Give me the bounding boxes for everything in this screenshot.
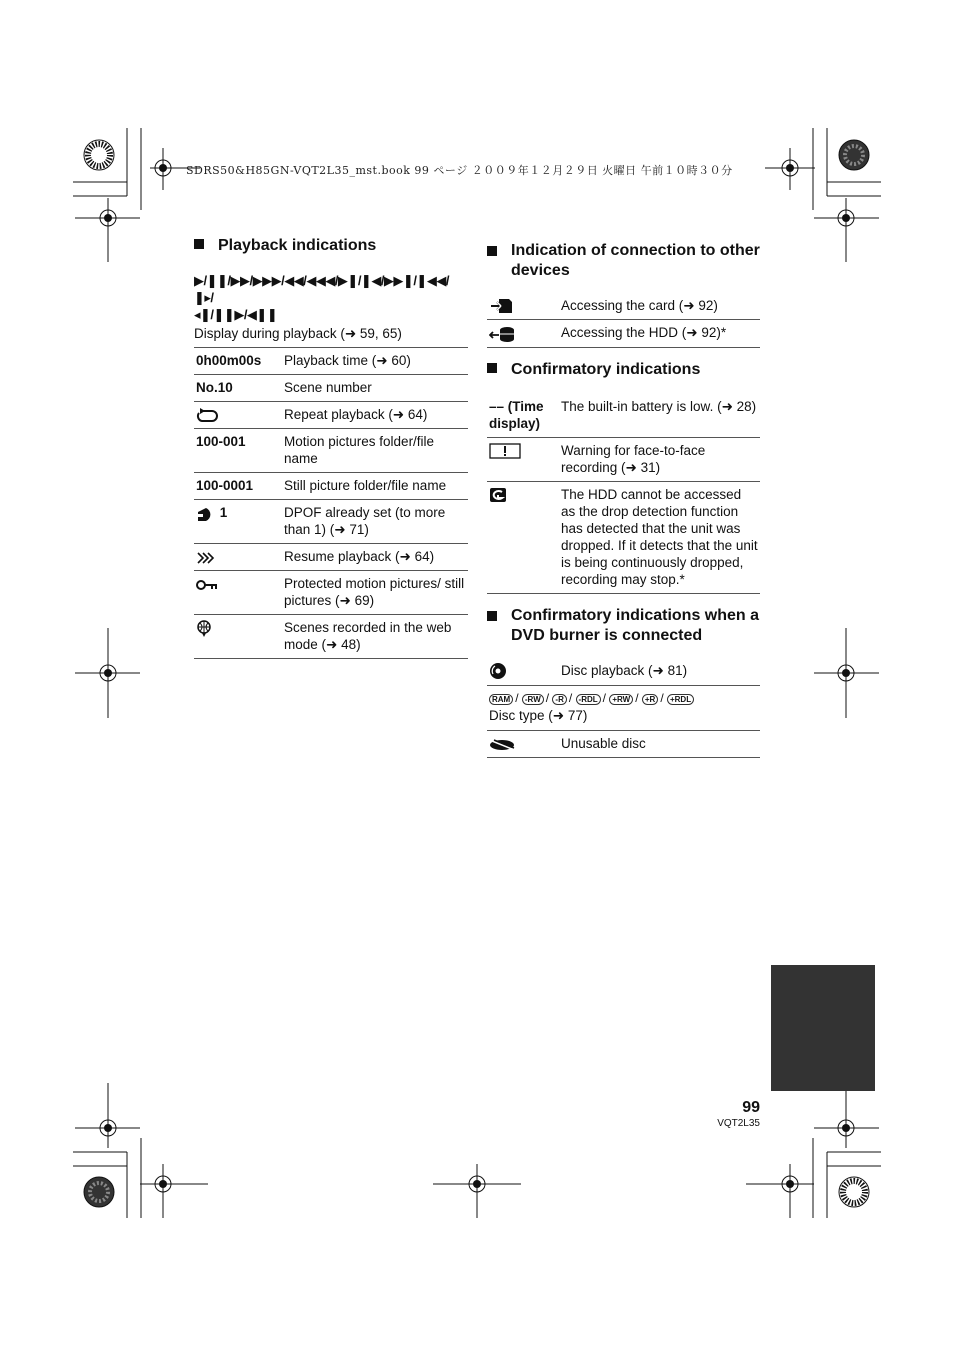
right-column [487,241,760,758]
disc-icon [489,662,507,680]
bullet-square-icon [487,246,497,256]
card-access-icon [489,298,513,314]
table-row: 100-001 Motion pictures folder/file name [194,429,468,473]
connection-table [487,293,760,348]
table-row: Scenes recorded in the web mode (➜ 48) [194,615,468,659]
table-row: Unusable disc [487,731,760,758]
table-row: Warning for face-to-face recording (➜ 31) [487,437,760,481]
resume-icon [196,551,216,565]
web-icon [196,620,212,638]
disc-plus-rw-icon: +RW [609,694,633,705]
key-icon [196,579,218,591]
playback-symbols-line1: ▶/❚❚/▶▶/▶▶▶/◀◀/◀◀◀/▶❚/❚◀/▶▶❚/❚◀◀/❚▸/ [194,273,449,305]
table-row: 1 DPOF already set (to more than 1) (➜ 71) [194,500,468,544]
table-row: 0h00m00s Playback time (➜ 60) [194,348,468,375]
repeat-icon [196,407,218,423]
disc-plus-rdl-icon: +RDL [667,694,694,705]
table-row: The HDD cannot be accessed as the drop detection function has detected that the unit was dropped. If it detects that the unit is being continuously dropped, recording may stop.* [487,481,760,593]
page-number: 99 [742,1099,760,1116]
bullet-square-icon [487,363,497,373]
disc-plus-r-icon: +R [642,694,658,705]
unusable-disc-icon [489,738,515,752]
table-row: 100-0001 Still picture folder/file name [194,473,468,500]
disc-type-desc: Disc type (➜ 77) [489,708,588,724]
chapter-tab [771,965,875,1091]
drop-detect-icon [489,487,507,503]
playback-section [194,236,468,659]
file-header-line: SDRS50&H85GN-VQT2L35_mst.book 99 ページ ２００９年１２月２９日 火曜日 午前１０時３０分 [186,164,733,177]
disc-ram-icon: RAM [489,694,513,705]
dvd-table [487,658,760,758]
dpof-icon [196,506,216,522]
table-row: Resume playback (➜ 64) [194,544,468,571]
doc-code: VQT2L35 [717,1118,760,1129]
dvd-title: Confirmatory indications when a DVD burner is connected [487,606,760,646]
hdd-access-icon [489,326,515,342]
table-row: Disc playback (➜ 81) [487,658,760,686]
disc-r-icon: -R [552,694,566,705]
disc-rw-icon: -RW [522,694,544,705]
connection-title: Indication of connection to other devices [487,241,760,281]
playback-symbols-desc: Display during playback (➜ 59, 65) [194,325,468,348]
table-row: Accessing the HDD (➜ 92)* [487,320,760,347]
confirmatory-table [487,394,760,594]
playback-title: Playback indications [194,236,468,256]
bullet-square-icon [487,611,497,621]
table-row: Protected motion pictures/ still pictures (➜ 69) [194,571,468,615]
bullet-square-icon [194,239,204,249]
playback-symbols-line2: ◂❚/❚❚▶/◀❚❚ [194,307,278,322]
table-row [487,686,760,731]
table-row: Accessing the card (➜ 92) [487,293,760,320]
disc-type-icons: RAM / -RW / -R / -RDL / +RW / +R / +RDL [489,691,696,705]
table-row: No.10 Scene number [194,375,468,402]
warning-icon [489,443,521,459]
disc-rdl-icon: -RDL [576,694,601,705]
table-row: Repeat playback (➜ 64) [194,402,468,429]
table-row: –– (Time display) The built-in battery is low. (➜ 28) [487,394,760,438]
playback-table [194,348,468,659]
confirmatory-title: Confirmatory indications [487,360,760,380]
